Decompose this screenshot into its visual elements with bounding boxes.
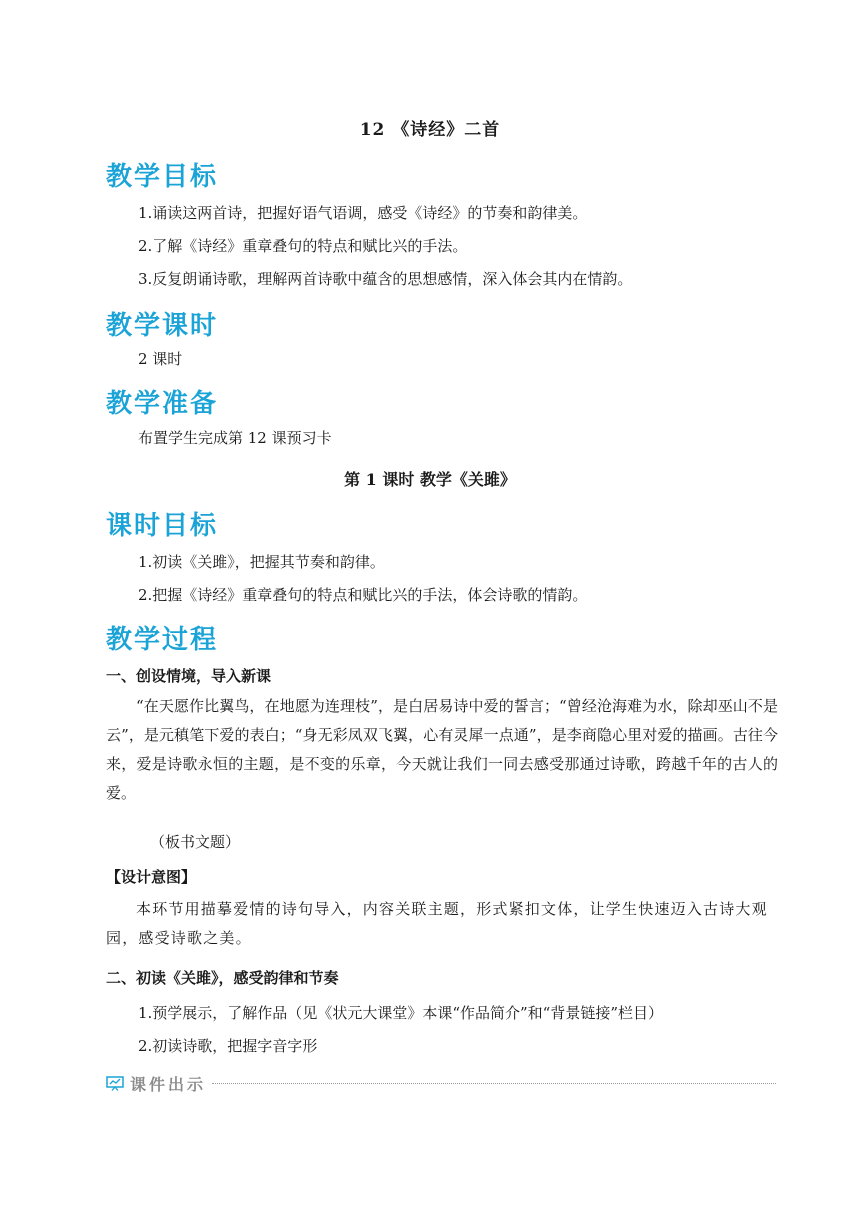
section-heading-goals: 教学目标 — [106, 162, 219, 192]
lesson-goal-item-2: 2.把握《诗经》重章叠句的特点和赋比兴的手法，体会诗歌的情韵。 — [138, 586, 588, 604]
courseware-banner — [106, 1071, 776, 1095]
goal-item-3: 3.反复朗诵诗歌，理解两首诗歌中蕴含的思想感情，深入体会其内在情韵。 — [138, 270, 633, 288]
lesson-title: 第 1 课时 教学《关雎》 — [344, 470, 516, 489]
step2-title: 二、初读《关雎》，感受韵律和节奏 — [106, 969, 339, 987]
step1-paragraph: “在天愿作比翼鸟，在地愿为连理枝”，是白居易诗中爱的誓言；“曾经沧海难为水，除却巫山不是云”，是元稹笔下爱的表白；“身无彩凤双飞翼，心有灵犀一点通”，是李商隐心里对爱的描画。古往今来，爱是诗歌永恒的主题，是不变的乐章，今天就让我们一同去感受那通过诗歌，跨越千年的古人的爱。 — [106, 697, 778, 802]
step1-title: 一、创设情境，导入新课 — [106, 667, 272, 685]
step2-item-2: 2.初读诗歌，把握字音字形 — [138, 1037, 318, 1055]
section-heading-lesson-goals: 课时目标 — [106, 511, 219, 541]
goal-item-2: 2.了解《诗经》重章叠句的特点和赋比兴的手法。 — [138, 237, 468, 255]
board-note: （板书文题） — [150, 833, 241, 851]
goal-item-1: 1.诵读这两首诗，把握好语气语调，感受《诗经》的节奏和韵律美。 — [138, 204, 588, 222]
courseware-label: 课件出示 — [130, 1074, 207, 1094]
document-title: 12 《诗经》二首 — [359, 120, 501, 140]
dotted-divider — [212, 1083, 776, 1084]
prep-text: 布置学生完成第 12 课预习卡 — [138, 429, 332, 447]
design-intent-label: 【设计意图】 — [106, 868, 197, 886]
section-heading-hours: 教学课时 — [106, 311, 219, 341]
lesson-goal-item-1: 1.初读《关雎》，把握其节奏和韵律。 — [138, 553, 385, 571]
design-intent-paragraph: 本环节用描摹爱情的诗句导入，内容关联主题，形式紧扣文体，让学生快速迈入古诗大观园，感受诗歌之美。 — [106, 900, 768, 947]
step2-item-1: 1.预学展示，了解作品（见《状元大课堂》本课“作品简介”和“背景链接”栏目） — [138, 1004, 663, 1022]
hours-text: 2 课时 — [138, 350, 183, 368]
presentation-icon — [106, 1076, 124, 1091]
section-heading-prep: 教学准备 — [106, 389, 219, 419]
section-heading-process: 教学过程 — [106, 625, 219, 655]
